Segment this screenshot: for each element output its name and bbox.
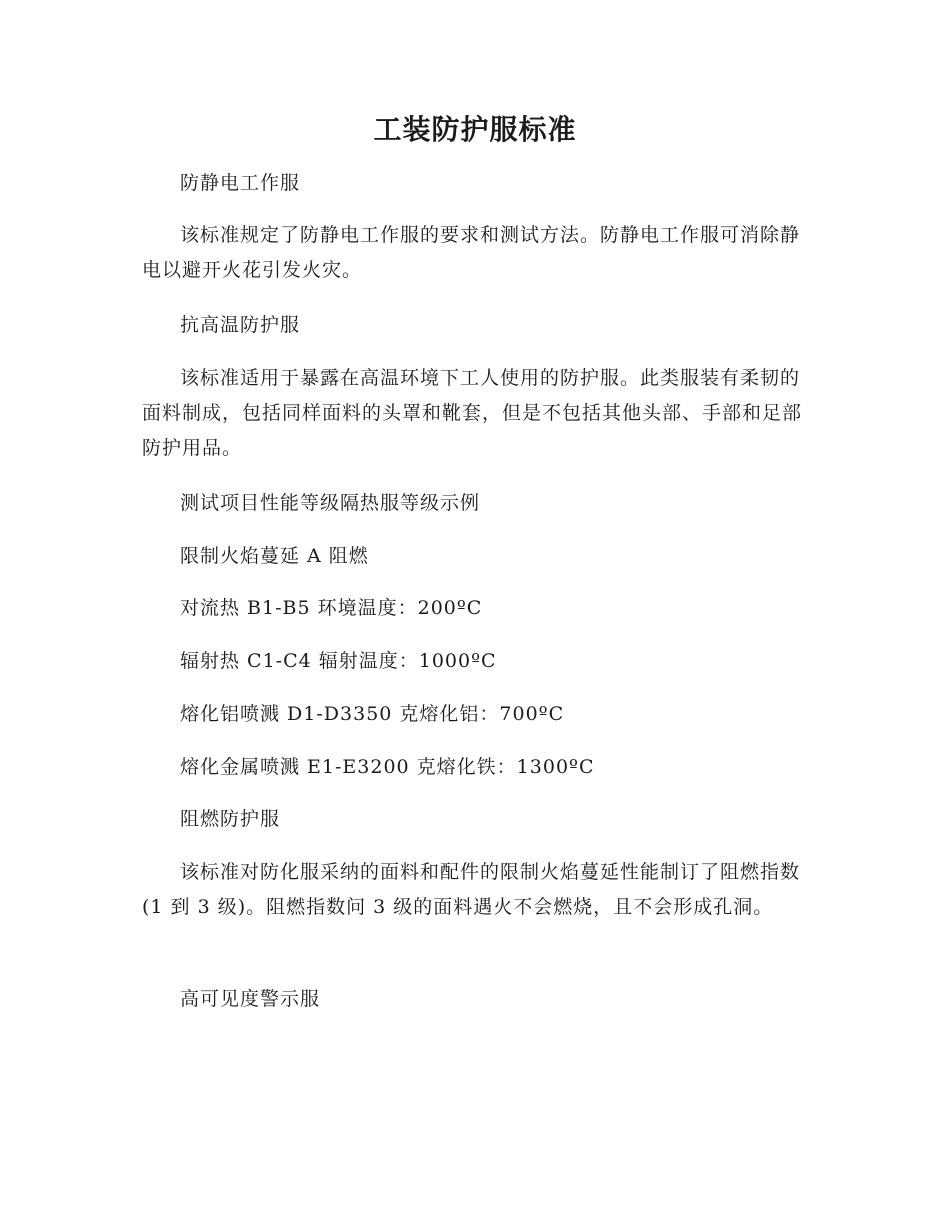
line-radiant-heat: 辐射热 C1-C4 辐射温度：1000ºC bbox=[180, 650, 497, 672]
line-convective-heat: 对流热 B1-B5 环境温度：200ºC bbox=[180, 597, 483, 619]
section-heading-heat-resistant: 抗高温防护服 bbox=[180, 314, 301, 336]
section-heading-flame-retardant: 阻燃防护服 bbox=[180, 808, 281, 830]
line-test-items: 测试项目性能等级隔热服等级示例 bbox=[180, 492, 481, 514]
paragraph-flame-retardant: 该标准对防化服采纳的面料和配件的限制火焰蔓延性能制订了阻燃指数(1 到 3 级)。阻燃指数问 3 级的面料遇火不会燃烧，且不会形成孔洞。 bbox=[142, 861, 801, 918]
paragraph-heat-resistant: 该标准适用于暴露在高温环境下工人使用的防护服。此类服装有柔韧的面料制成，包括同样面料的头罩和靴套，但是不包括其他头部、手部和足部防护用品。 bbox=[142, 367, 803, 459]
line-molten-aluminum: 熔化铝喷溅 D1-D3350 克熔化铝：700ºC bbox=[180, 703, 565, 725]
section-heading-high-visibility: 高可见度警示服 bbox=[180, 988, 321, 1010]
paragraph-antistatic: 该标准规定了防静电工作服的要求和测试方法。防静电工作服可消除静电以避开火花引发火灾。 bbox=[142, 224, 801, 281]
line-molten-metal: 熔化金属喷溅 E1-E3200 克熔化铁：1300ºC bbox=[180, 756, 595, 778]
document-title: 工装防护服标准 bbox=[373, 113, 577, 146]
section-heading-antistatic: 防静电工作服 bbox=[180, 172, 301, 194]
line-flame-spread: 限制火焰蔓延 A 阻燃 bbox=[180, 545, 369, 567]
